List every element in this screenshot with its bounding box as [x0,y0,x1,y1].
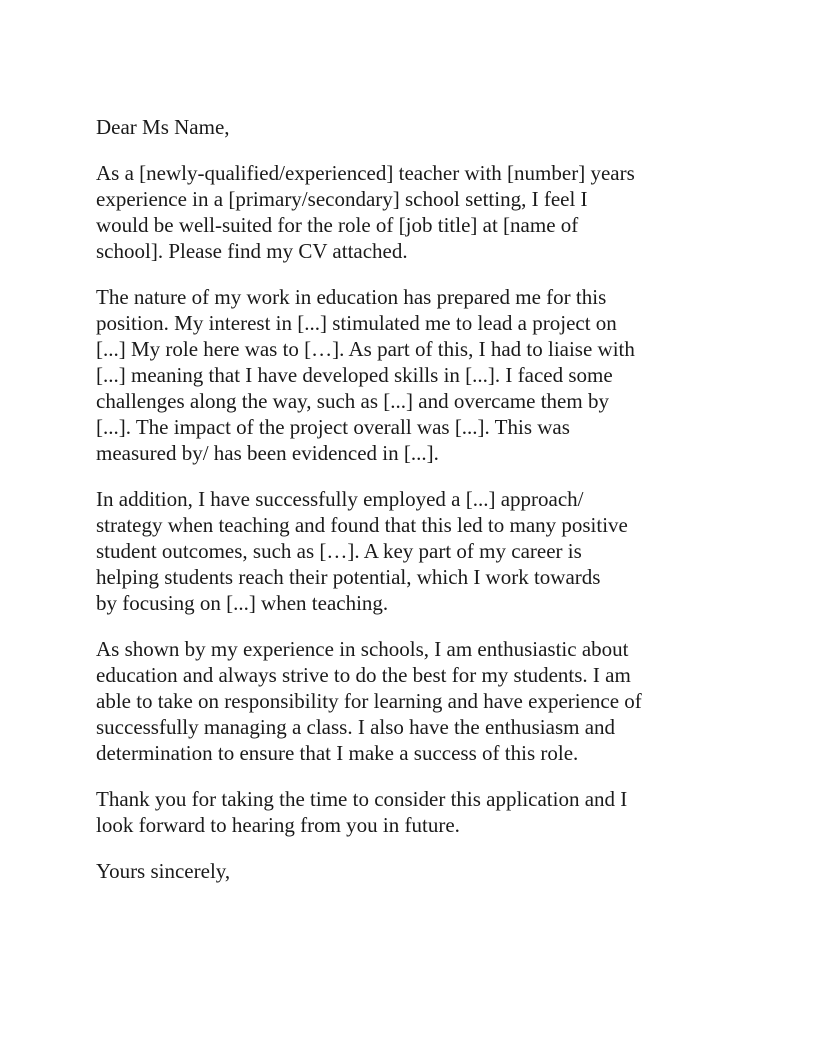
paragraph-line: [...]. The impact of the project overall was [...]. This was [96,415,570,439]
paragraph-line: strategy when teaching and found that this led to many positive [96,513,628,537]
paragraph-line: Thank you for taking the time to consider this application and I [96,787,628,811]
paragraph-line: able to take on responsibility for learning and have experience of [96,689,642,713]
paragraph-line: In addition, I have successfully employed a [...] approach/ [96,487,584,511]
paragraph-line: As a [newly-qualified/experienced] teacher with [number] years [96,161,635,185]
letter-closing: Yours sincerely, [96,859,231,883]
paragraph-approach [96,486,736,616]
paragraph-line: position. My interest in [...] stimulated me to lead a project on [96,311,617,335]
paragraph-experience [96,284,736,466]
paragraph-line: determination to ensure that I make a success of this role. [96,741,579,765]
paragraph-line: by focusing on [...] when teaching. [96,591,389,615]
paragraph-line: As shown by my experience in schools, I am enthusiastic about [96,637,629,661]
paragraph-line: helping students reach their potential, which I work towards [96,565,601,589]
paragraph-line: successfully managing a class. I also have the enthusiasm and [96,715,616,739]
paragraph-enthusiasm [96,636,736,766]
paragraph-line: student outcomes, such as […]. A key part of my career is [96,539,582,563]
paragraph-line: challenges along the way, such as [...] and overcame them by [96,389,609,413]
paragraph-line: [...] My role here was to […]. As part of this, I had to liaise with [96,337,635,361]
letter-greeting: Dear Ms Name, [96,115,230,139]
paragraph-line: would be well-suited for the role of [job title] at [name of [96,213,579,237]
paragraph-line: The nature of my work in education has prepared me for this [96,285,607,309]
paragraph-line: school]. Please find my CV attached. [96,239,408,263]
paragraph-line: experience in a [primary/secondary] school setting, I feel I [96,187,588,211]
paragraph-line: [...] meaning that I have developed skills in [...]. I faced some [96,363,613,387]
paragraph-intro [96,160,736,264]
paragraph-line: education and always strive to do the best for my students. I am [96,663,631,687]
paragraph-thanks [96,786,736,838]
paragraph-line: measured by/ has been evidenced in [...]. [96,441,439,465]
letter-page [96,114,736,884]
paragraph-line: look forward to hearing from you in future. [96,813,460,837]
